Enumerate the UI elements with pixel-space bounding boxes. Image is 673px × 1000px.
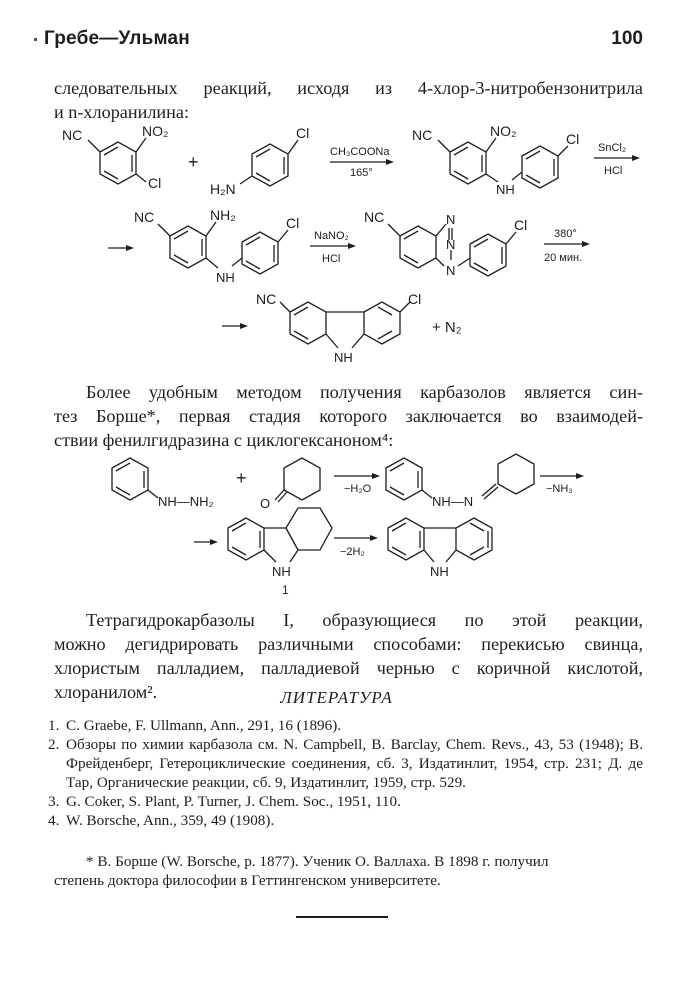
running-header xyxy=(44,28,643,54)
literature-heading: ЛИТЕРАТУРА xyxy=(280,688,393,707)
reaction-arrow-6 xyxy=(222,323,248,329)
h2n-label: H₂N xyxy=(210,181,236,197)
text-line: можно дегидрировать различными способами: перекисью свинца, xyxy=(54,634,643,654)
reference-item xyxy=(48,811,643,830)
hydrazine-label: NH—NH₂ xyxy=(158,494,214,509)
nh-label: NH xyxy=(272,564,291,579)
borsche-paragraph xyxy=(54,380,643,452)
text-line: хлоранилом². xyxy=(54,682,158,702)
text-line: Тетрагидрокарбазолы I, образующиеся по этой реакции, xyxy=(86,610,643,630)
nc-label: NC xyxy=(364,209,385,225)
n-label: N xyxy=(446,263,456,278)
reagent-label: NaNO₂ xyxy=(314,230,349,242)
reagent-label: SnCl₂ xyxy=(598,142,627,154)
reaction-arrow-7 xyxy=(334,473,380,495)
text-line: ствии фенилгидразина с циклогексаноном⁴: xyxy=(54,430,394,450)
molecule-benzotriazole xyxy=(364,209,527,278)
molecule-phenylhydrazine xyxy=(112,458,214,509)
text-line: Более удобным методом получения карбазолов является син- xyxy=(86,382,643,402)
cl-label: Cl xyxy=(286,215,300,231)
footnote-line: * В. Борше (W. Borsche, р. 1877). Ученик О. Валлаха. В 1898 г. получил xyxy=(86,853,549,870)
no2-label: NO₂ xyxy=(490,123,517,139)
nc-label: NC xyxy=(134,209,155,225)
reaction-arrow-5 xyxy=(544,228,590,264)
molecule-aminodiarylamine xyxy=(134,207,299,285)
footnote xyxy=(54,852,643,890)
reaction-arrow-3 xyxy=(108,245,134,251)
reference-number: 3. xyxy=(48,793,60,810)
molecule-cyanochlorocarbazole xyxy=(256,291,421,365)
text-line: следовательных реакций, исходя из 4-хлор-3-нитробензонитрила xyxy=(54,78,643,98)
reaction-arrow-2 xyxy=(594,142,640,177)
cl-label: Cl xyxy=(148,175,162,191)
n-label: N xyxy=(446,237,456,252)
n-label: N xyxy=(446,212,456,227)
reference-text: C. Graebe, F. Ullmann, Ann., 291, 16 (1896). xyxy=(66,717,342,734)
nc-label: NC xyxy=(62,127,83,143)
reference-list xyxy=(48,716,643,830)
molecule-hydrazone xyxy=(386,454,534,509)
condition-label: 380° xyxy=(554,228,577,240)
footnote-line: степень доктора философии в Геттингенском университете. xyxy=(54,872,441,889)
condition-label: −H₂O xyxy=(344,483,372,495)
molecule-chloronitrobenzonitrile xyxy=(62,123,168,191)
header-title: Гребе—Ульман xyxy=(44,28,190,49)
reference-number: 1. xyxy=(48,717,60,734)
compound-number: 1 xyxy=(282,583,289,597)
condition-label: −NH₃ xyxy=(546,483,573,495)
cl-label: Cl xyxy=(566,131,580,147)
reference-number: 2. xyxy=(48,736,60,753)
plus-sign: + xyxy=(236,468,247,488)
reaction-arrow-4 xyxy=(310,230,356,265)
nh-label: NH xyxy=(496,182,515,197)
reference-text: Обзоры по химии карбазола см. N. Campbell, B. Barclay, Chem. Revs., 43, 53 (1948); В. Фрейденберг, Гетероциклические соединения, сб. 3, Издатинлит, 1954, стр. 231; Д. де Тар, Органические реакции, сб. 9, Издатинлит, 1959, стр. 529. xyxy=(66,736,643,791)
reference-number: 4. xyxy=(48,812,60,829)
molecule-chloroaniline xyxy=(210,125,309,197)
cl-label: Cl xyxy=(514,217,528,233)
oxygen-label: O xyxy=(260,496,271,511)
molecule-nitrodiarylamine xyxy=(412,123,579,197)
condition-label: 165° xyxy=(350,167,373,179)
nitrogen-byproduct: + N₂ xyxy=(432,319,462,336)
reaction-scheme-2 xyxy=(0,448,673,598)
reference-item xyxy=(48,792,643,811)
nc-label: NC xyxy=(412,127,433,143)
molecule-tetrahydrocarbazole xyxy=(228,508,332,597)
plus-sign: + xyxy=(188,152,199,172)
nh2-label: NH₂ xyxy=(210,207,236,223)
molecule-cyclohexanone xyxy=(260,458,320,511)
hydrazone-label: NH—N xyxy=(432,494,474,509)
page-number: 100 xyxy=(611,28,643,49)
nc-label: NC xyxy=(256,291,277,307)
reference-item xyxy=(48,716,643,735)
reference-item xyxy=(48,735,643,792)
condition-label: −2H₂ xyxy=(340,546,365,558)
text-line: и n-хлоранилина: xyxy=(54,102,189,122)
reaction-arrow-9 xyxy=(194,539,218,545)
condition-label: 20 мин. xyxy=(544,252,583,264)
no2-label: NO₂ xyxy=(142,123,169,139)
text-line: тез Борше*, первая стадия которого заключается во взаимодей- xyxy=(54,406,643,426)
reaction-arrow-10 xyxy=(334,535,378,558)
nh-label: NH xyxy=(216,270,235,285)
intro-paragraph xyxy=(54,76,643,124)
molecule-carbazole xyxy=(388,518,492,579)
reagent-label: HCl xyxy=(604,165,623,177)
reaction-arrow-1 xyxy=(330,146,394,179)
reference-text: W. Borsche, Ann., 359, 49 (1908). xyxy=(66,812,275,829)
cl-label: Cl xyxy=(296,125,310,141)
nh-label: NH xyxy=(430,564,449,579)
text-line: хлористым палладием, палладиевой чернью с коричной кислотой, xyxy=(54,658,643,678)
reaction-arrow-8 xyxy=(540,473,584,495)
reference-text: G. Coker, S. Plant, P. Turner, J. Chem. Soc., 1951, 110. xyxy=(66,793,401,810)
reagent-label: HCl xyxy=(322,253,341,265)
header-mark xyxy=(34,38,37,41)
nh-label: NH xyxy=(334,350,353,365)
reaction-scheme-1 xyxy=(0,118,673,380)
cl-label: Cl xyxy=(408,291,422,307)
reagent-label: CH₃COONa xyxy=(330,146,390,158)
end-rule xyxy=(296,916,388,918)
